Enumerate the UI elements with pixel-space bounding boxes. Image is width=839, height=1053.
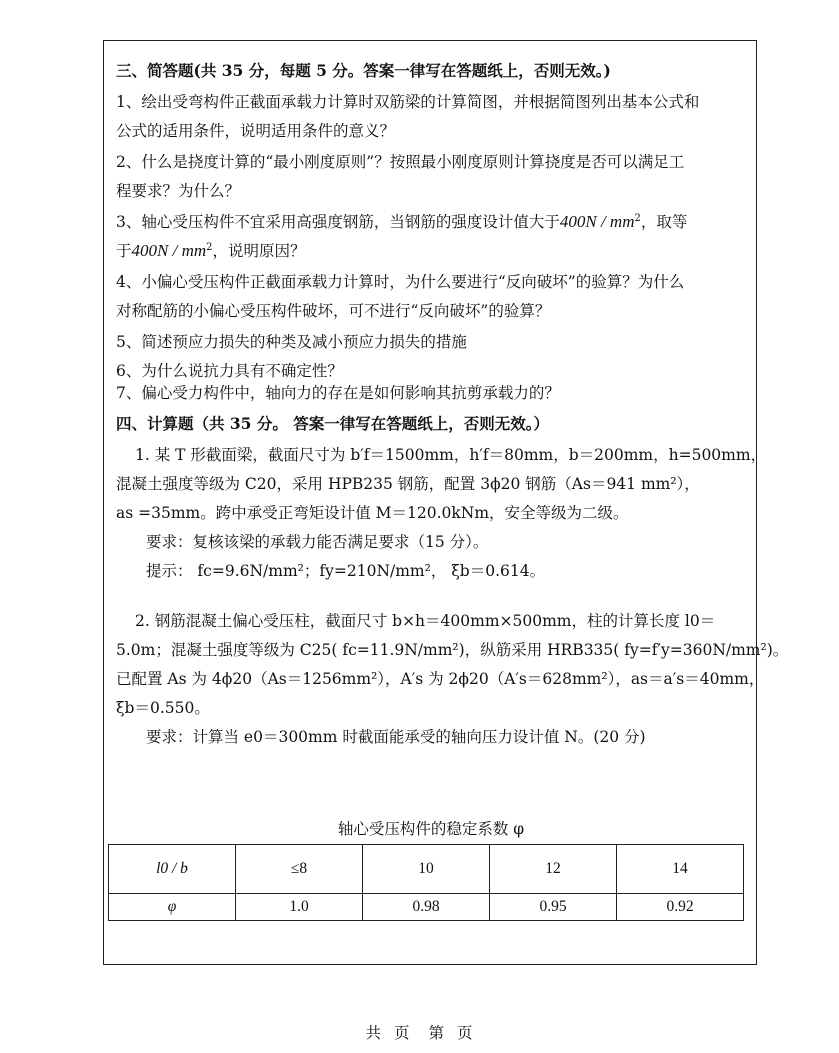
value-4: 0.92	[617, 894, 744, 921]
row-header-phi: φ	[109, 894, 236, 921]
exam-frame	[103, 40, 789, 965]
col-4-header: 14	[617, 845, 744, 894]
q3-text-a: 3、轴心受压构件不宜采用高强度钢筋，当钢筋的强度设计值大于	[116, 213, 560, 231]
q1-line1: 1、绘出受弯构件正截面承载力计算时双筋梁的计算简图，并根据简图列出基本公式和	[116, 93, 700, 111]
q5: 5、简述预应力损失的种类及减小预应力损失的措施	[116, 333, 467, 351]
value-2: 0.98	[363, 894, 490, 921]
q3-text-b: ，取等	[640, 213, 688, 231]
q3-text-c: 于	[116, 242, 132, 260]
table-header-row	[109, 845, 744, 894]
q1-line2: 公式的适用条件，说明适用条件的意义？	[116, 122, 396, 140]
footer-page-unit: 页	[394, 1024, 411, 1042]
p2-line1: 2. 钢筋混凝土偏心受压柱，截面尺寸 b×h＝400mm×500mm，柱的计算长度 l0＝	[135, 612, 716, 630]
p1-line3: as =35mm。跨中承受正弯矩设计值 M＝120.0kNm，安全等级为二级。	[116, 504, 629, 522]
q3-text-d: ，说明原因？	[212, 242, 306, 260]
page-footer	[0, 1021, 839, 1043]
q3-value-2: 400N / mm	[131, 241, 207, 260]
footer-page-unit2: 页	[456, 1024, 474, 1042]
p2-requirement: 要求：计算当 e0＝300mm 时截面能承受的轴向压力设计值 N。(20 分)	[146, 728, 646, 746]
p2-line4: ξb＝0.550。	[116, 699, 210, 717]
p2-line3: 已配置 As 为 4ϕ20（As＝1256mm²），A′s 为 2ϕ20（A′s＝628mm²），as＝a′s＝40mm，	[116, 670, 765, 688]
q4-line2: 对称配筋的小偏心受压构件破坏，可不进行“反向破坏”的验算？	[116, 302, 551, 320]
q7: 7、偏心受力构件中，轴向力的存在是如何影响其抗剪承载力的？	[116, 384, 560, 402]
value-3: 0.95	[490, 894, 617, 921]
col-2-header: 10	[363, 845, 490, 894]
q3-line1: 3、轴心受压构件不宜采用高强度钢筋，当钢筋的强度设计值大于$400N / mm^2$，取等	[116, 212, 688, 231]
footer-page: 第	[428, 1024, 445, 1042]
q6: 6、为什么说抗力具有不确定性？	[116, 362, 343, 380]
section4-heading: 四、计算题（共 35 分。 答案一律写在答题纸上，否则无效。）	[116, 414, 550, 433]
p1-hint: 提示： fc=9.6N/mm²；fy=210N/mm²， ξb＝0.614。	[146, 562, 546, 580]
col-1-header: ≤8	[236, 845, 363, 894]
footer-total: 共	[365, 1024, 383, 1042]
exam-content	[116, 61, 789, 747]
row-header-l0b: l0 / b	[109, 845, 236, 894]
p1-line2: 混凝土强度等级为 C20，采用 HPB235 钢筋，配置 3ϕ20 钢筋（As＝941 mm²），	[116, 475, 700, 493]
section3-heading: 三、简答题(共 35 分，每题 5 分。答案一律写在答题纸上，否则无效。)	[116, 61, 611, 80]
value-1: 1.0	[236, 894, 363, 921]
q3-value-1: 400N / mm	[559, 212, 635, 231]
table-value-row	[109, 894, 744, 921]
col-3-header: 12	[490, 845, 617, 894]
p1-line1: 1. 某 T 形截面梁，截面尺寸为 b′f＝1500mm，h′f＝80mm，b＝200mm，h=500mm，	[135, 446, 767, 464]
q2-line1: 2、什么是挠度计算的“最小刚度原则”？按照最小刚度原则计算挠度是否可以满足工	[116, 153, 685, 171]
q4-line1: 4、小偏心受压构件正截面承载力计算时，为什么要进行“反向破坏”的验算？为什么	[116, 273, 685, 291]
q3-line2: 于$400N / mm^2$，说明原因？	[116, 241, 306, 260]
p1-requirement: 要求：复核该梁的承载力能否满足要求（15 分）。	[146, 533, 489, 551]
stability-coefficient-table	[108, 844, 744, 921]
table-caption: 轴心受压构件的稳定系数 φ	[337, 820, 525, 838]
q2-line2: 程要求？为什么？	[116, 182, 241, 200]
p2-line2: 5.0m；混凝土强度等级为 C25( fc=11.9N/mm²)，纵筋采用 HRB335( fy=f′y=360N/mm²)。	[116, 641, 789, 659]
